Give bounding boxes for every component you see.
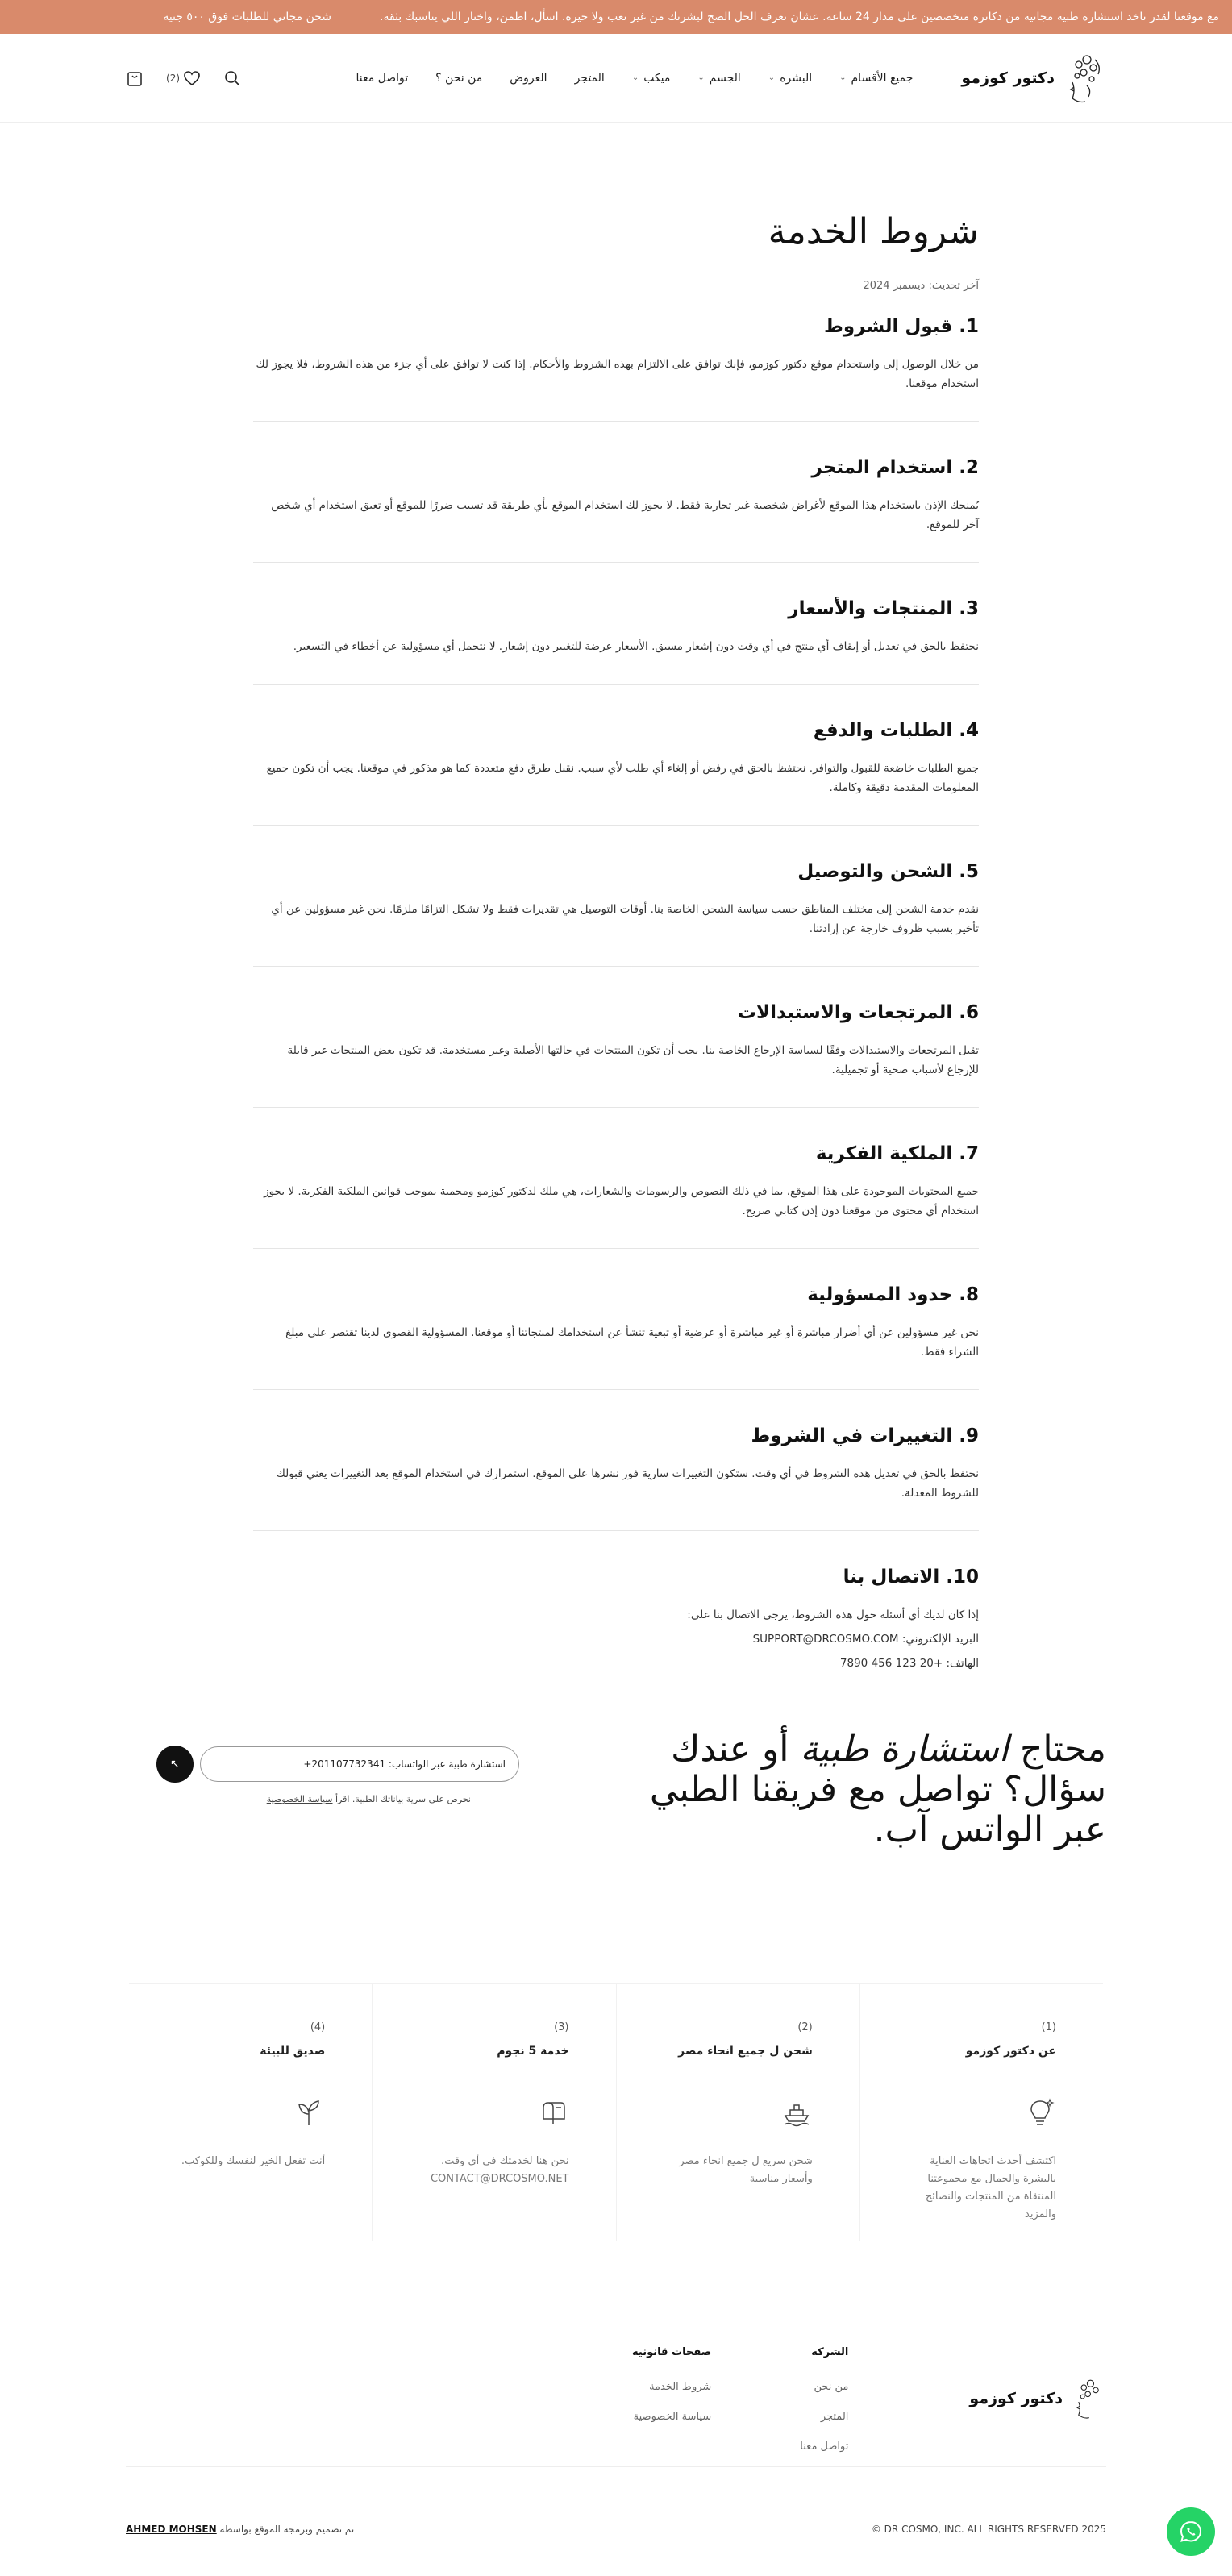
wishlist-count: (2) — [166, 72, 181, 84]
privacy-note — [156, 1794, 519, 1804]
chevron-down-icon: ⌄ — [768, 73, 776, 82]
announcement-text: مع موقعنا لقدر تاخد استشارة طبية مجانية من دكاترة متخصصين على مدار 24 ساعة. عشان تعرف الحل الصح لبشرتك من غير تعب ولا حيرة. اسأل، اطمن، واختار اللي يناسبك بثقة. — [380, 10, 1219, 23]
section-body: نحتفظ بالحق في تعديل هذه الشروط في أي وقت. ستكون التغييرات سارية فور نشرها على الموقع. استمرارك في استخدام الموقع بعد التغييرات يعني قبولك للشروط المعدلة. — [276, 1467, 979, 1500]
nav-skin[interactable] — [768, 72, 812, 85]
feature-title: عن دكتور كوزمو — [965, 2045, 1056, 2058]
section-body: نحتفظ بالحق في تعديل أو إيقاف أي منتج في أي وقت دون إشعار مسبق. الأسعار عرضة للتغيير دون إشعار. لا نتحمل أي مسؤولية عن أخطاء في التسعير. — [293, 640, 979, 653]
site-logo[interactable] — [961, 50, 1106, 106]
footer-col-title: الشركه — [811, 2346, 849, 2358]
feature-description: شحن سريع ل جميع انحاء مصر وأسعار مناسبة — [679, 2155, 813, 2185]
terms-content — [253, 123, 979, 1700]
consult-pill — [156, 1746, 519, 1783]
designer-link[interactable]: AHMED MOHSEN — [126, 2524, 217, 2535]
nav-offers[interactable]: العروض — [510, 71, 547, 85]
feature-number: (2) — [797, 2021, 813, 2033]
logo-text: دكتور كوزمو — [961, 69, 1055, 87]
nav-label: جميع الأقسام — [851, 71, 914, 85]
copyright: DR COSMO, INC. ALL RIGHTS RESERVED 2025 © — [871, 2524, 1106, 2535]
footer-logo-text: دكتور كوزمو — [969, 2390, 1063, 2407]
consult-form — [156, 1746, 519, 1804]
section-title: 8. حدود المسؤولية — [807, 1284, 979, 1305]
chevron-down-icon: ⌄ — [631, 73, 639, 82]
feature-description-text: نحن هنا لخدمتك في أي وقت. — [440, 2155, 569, 2167]
designer-credit — [126, 2524, 354, 2535]
footer-col-title: صفحات قانونيه — [632, 2346, 712, 2358]
cart-icon[interactable] — [126, 69, 144, 87]
feature-card — [859, 1984, 1103, 2241]
search-icon[interactable] — [223, 69, 241, 87]
whatsapp-consult-section — [126, 1729, 1106, 1866]
section-title: 5. الشحن والتوصيل — [797, 861, 979, 882]
whatsapp-consult-field[interactable]: استشارة طبية عبر الواتساب: 201107732341+ — [200, 1746, 519, 1782]
site-header — [0, 34, 1232, 123]
footer-link-about[interactable]: من نحن — [814, 2381, 849, 2393]
header-icons — [126, 69, 241, 87]
contact-phone[interactable]: الهاتف: +20 123 456 7890 — [839, 1657, 979, 1670]
feature-description: اكتشف أحدث اتجاهات العناية بالبشرة والجمال مع مجموعتنا المنتقاة من المنتجات والنصائح والمزيد — [925, 2155, 1056, 2220]
terms-section — [253, 316, 979, 422]
contact-email-link[interactable]: CONTACT@DRCOSMO.NET — [430, 2173, 569, 2185]
feature-number: (3) — [554, 2021, 569, 2033]
footer-link-shop[interactable]: المتجر — [820, 2411, 849, 2423]
section-body: جميع المحتويات الموجودة على هذا الموقع، بما في ذلك النصوص والرسومات والشعارات، هي ملك لدكتور كوزمو ومحمية بموجب قوانين الملكية الفكرية. لا يجوز استخدام أي محتوى من موقعنا دون إذن كتابي صريح. — [264, 1185, 979, 1217]
nav-shop[interactable]: المتجر — [574, 71, 605, 85]
section-title: 10. الاتصال بنا — [843, 1567, 979, 1588]
whatsapp-float-button[interactable] — [1167, 2507, 1215, 2556]
nav-body[interactable] — [697, 72, 740, 85]
footer-logo[interactable] — [969, 2370, 1106, 2427]
announcement-shipping: شحن مجاني للطلبات فوق ٥٠٠ جنيه — [163, 10, 332, 23]
announcement-bar — [0, 0, 1232, 34]
main-nav — [356, 72, 913, 85]
feature-title: شحن ل جميع انحاء مصر — [678, 2045, 813, 2058]
section-title: 9. التغييرات في الشروط — [751, 1425, 979, 1446]
feature-number: (1) — [1041, 2021, 1056, 2033]
section-title: 1. قبول الشروط — [823, 316, 979, 337]
section-title: 4. الطلبات والدفع — [813, 720, 979, 741]
footer-col-legal — [632, 2346, 711, 2466]
contact-intro: إذا كان لديك أي أسئلة حول هذه الشروط، يرجى الاتصال بنا على: — [687, 1608, 979, 1621]
sprout-icon — [293, 2096, 325, 2129]
privacy-note-text: نحرص على سرية بياناتك الطبية. اقرأ — [335, 1794, 471, 1804]
feature-card — [372, 1984, 615, 2241]
nav-about[interactable]: من نحن ؟ — [435, 71, 483, 85]
terms-section — [253, 1284, 979, 1390]
floral-face-logo-icon — [1071, 2373, 1106, 2424]
nav-contact[interactable]: تواصل معنا — [356, 71, 409, 85]
features-strip — [129, 1983, 1103, 2241]
wishlist-button[interactable] — [166, 70, 201, 86]
nav-makeup[interactable] — [632, 72, 671, 85]
terms-contact-section — [253, 1567, 979, 1700]
chevron-down-icon: ⌄ — [697, 73, 705, 82]
consult-heading-emphasis: استشارة طبية — [800, 1729, 1009, 1770]
consult-heading — [622, 1729, 1106, 1850]
terms-section — [253, 861, 979, 967]
footer-link-contact[interactable]: تواصل معنا — [800, 2441, 849, 2453]
whatsapp-icon — [1178, 2519, 1204, 2545]
last-updated: آخر تحديث: ديسمبر 2024 — [863, 280, 979, 292]
feature-title: خدمة 5 نجوم — [497, 2045, 569, 2058]
section-body: نحن غير مسؤولين عن أي أضرار مباشرة أو غير مباشرة أو عرضية أو تبعية تنشأ عن استخدامك لمنتجاتنا أو موقعنا. المسؤولية القصوى لدينا تقتصر على مبلغ الشراء فقط. — [285, 1326, 979, 1359]
lightbulb-icon — [1024, 2096, 1056, 2129]
terms-section — [253, 1425, 979, 1531]
terms-section — [253, 1002, 979, 1108]
terms-section — [253, 457, 979, 563]
page-title: شروط الخدمة — [768, 211, 979, 252]
section-title: 3. المنتجات والأسعار — [788, 598, 979, 619]
footer-link-privacy[interactable]: سياسة الخصوصية — [633, 2411, 712, 2423]
consult-heading-part: محتاج — [1008, 1729, 1106, 1770]
footer-link-terms[interactable]: شروط الخدمة — [649, 2381, 712, 2393]
terms-section — [253, 1143, 979, 1249]
section-body: نقدم خدمة الشحن إلى مختلف المناطق حسب سياسة الشحن الخاصة بنا. أوقات التوصيل هي تقديرات فقط ولا تشكل التزامًا ملزمًا. نحن غير مسؤولين عن أي تأخير بسبب ظروف خارجة عن إرادتنا. — [271, 903, 979, 935]
section-title: 2. استخدام المتجر — [811, 457, 979, 478]
footer-col-company — [800, 2346, 848, 2466]
feature-description: أنت تفعل الخير لنفسك وللكوكب. — [181, 2155, 326, 2167]
privacy-policy-link[interactable]: سياسة الخصوصية — [266, 1794, 333, 1804]
feature-card — [616, 1984, 859, 2241]
feature-card — [129, 1984, 372, 2241]
nav-label: البشره — [780, 71, 813, 85]
feature-title: صديق للبيئة — [260, 2045, 326, 2058]
footer-bottom — [126, 2524, 1106, 2535]
section-title: 7. الملكية الفكرية — [815, 1143, 979, 1164]
chevron-down-icon: ⌄ — [839, 73, 847, 82]
arrow-up-left-icon: ↖ — [169, 1758, 180, 1771]
section-body: يُمنحك الإذن باستخدام هذا الموقع لأغراض شخصية غير تجارية فقط. لا يجوز لك استخدام الموقع بأي طريقة قد تسبب ضررًا للموقع أو تعيق استخدام أي شخص آخر للموقع. — [271, 499, 979, 531]
nav-label: الجسم — [709, 71, 741, 85]
mailbox-icon — [537, 2096, 569, 2129]
floral-face-logo-icon — [1063, 50, 1106, 106]
footer-top — [126, 2346, 1106, 2467]
heart-icon — [183, 70, 201, 86]
terms-section — [253, 598, 979, 685]
section-body: جميع الطلبات خاضعة للقبول والتوافر. نحتفظ بالحق في رفض أو إلغاء أي طلب لأي سبب. نقبل طرق دفع متعددة كما هو مذكور في موقعنا. يجب أن تكون جميع المعلومات المقدمة دقيقة وكاملة. — [266, 762, 979, 794]
consult-submit-button[interactable] — [156, 1746, 194, 1783]
feature-number: (4) — [310, 2021, 326, 2033]
consult-heading-part: أو عندك سؤال؟ تواصل مع فريقنا الطبي عبر الواتس آب. — [649, 1729, 1106, 1850]
credit-text: تم تصميم وبرمجه الموقع بواسطه — [219, 2524, 355, 2535]
section-title: 6. المرتجعات والاستبدالات — [737, 1002, 979, 1023]
terms-section — [253, 720, 979, 826]
feature-description — [419, 2153, 568, 2188]
contact-email[interactable]: البريد الإلكتروني: SUPPORT@DRCOSMO.COM — [752, 1633, 979, 1646]
nav-all-categories[interactable] — [839, 72, 913, 85]
section-body: من خلال الوصول إلى واستخدام موقع دكتور كوزمو، فإنك توافق على الالتزام بهذه الشروط والأحكام. إذا كنت لا توافق على أي جزء من هذه الشروط، فلا يجوز لك استخدام موقعنا. — [256, 358, 979, 390]
ship-icon — [780, 2096, 813, 2129]
nav-label: ميكب — [643, 71, 671, 85]
section-body: تقبل المرتجعات والاستبدالات وفقًا لسياسة الإرجاع الخاصة بنا. يجب أن تكون المنتجات في حالتها الأصلية وغير مستخدمة. قد تكون بعض المنتجات غير قابلة للإرجاع لأسباب صحية أو تجميلية. — [287, 1044, 979, 1076]
